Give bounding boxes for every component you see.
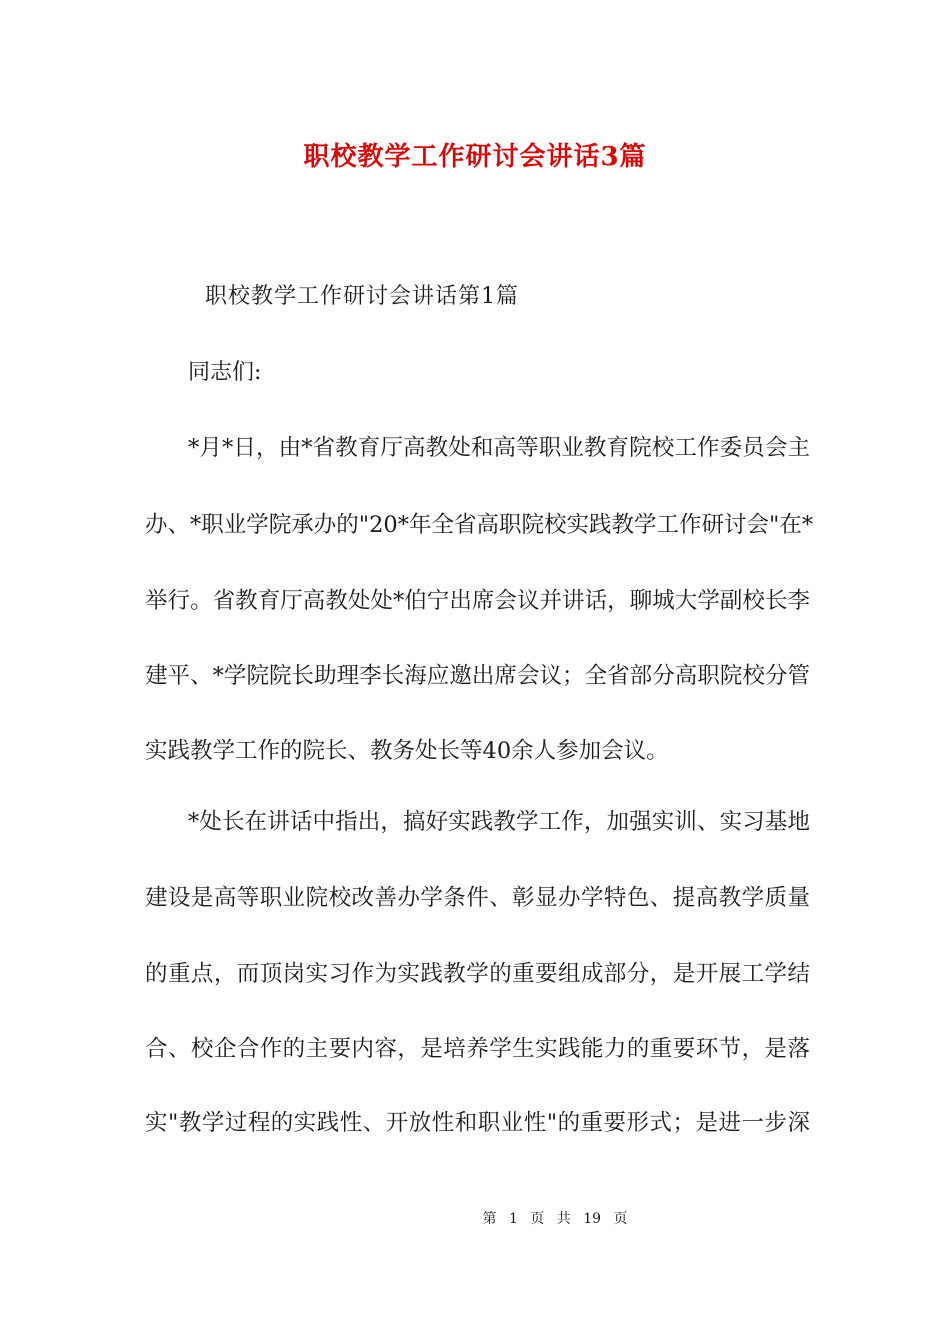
- page-number: 第 1 页 共 19 页: [482, 1211, 628, 1227]
- paragraph-line: *处长在讲话中指出，搞好实践教学工作，加强实训、实习基地: [188, 809, 810, 835]
- greeting: 同志们:: [188, 360, 262, 385]
- paragraph-line: 实践教学工作的院长、教务处长等40余人参加会议。: [145, 738, 669, 764]
- section-title: 职校教学工作研讨会讲话第1篇: [205, 284, 519, 309]
- paragraph-line: 举行。省教育厅高教处处*伯宁出席会议并讲话，聊城大学副校长李: [145, 588, 810, 614]
- paragraph-line: 建设是高等职业院校改善办学条件、彰显办学特色、提高教学质量: [145, 885, 810, 911]
- paragraph-line: 实"教学过程的实践性、开放性和职业性"的重要形式；是进一步深: [145, 1110, 810, 1136]
- paragraph-line: 合、校企合作的主要内容，是培养学生实践能力的重要环节，是落: [145, 1036, 810, 1062]
- paragraph-line: 建平、*学院院长助理李长海应邀出席会议；全省部分高职院校分管: [145, 663, 810, 689]
- document-title: 职校教学工作研讨会讲话3篇: [303, 142, 647, 172]
- paragraph-line: 的重点，而顶岗实习作为实践教学的重要组成部分，是开展工学结: [145, 961, 810, 987]
- paragraph-line: *月*日，由*省教育厅高教处和高等职业教育院校工作委员会主: [188, 435, 810, 461]
- paragraph-line: 办、*职业学院承办的"20*年全省高职院校实践教学工作研讨会"在*: [145, 512, 814, 538]
